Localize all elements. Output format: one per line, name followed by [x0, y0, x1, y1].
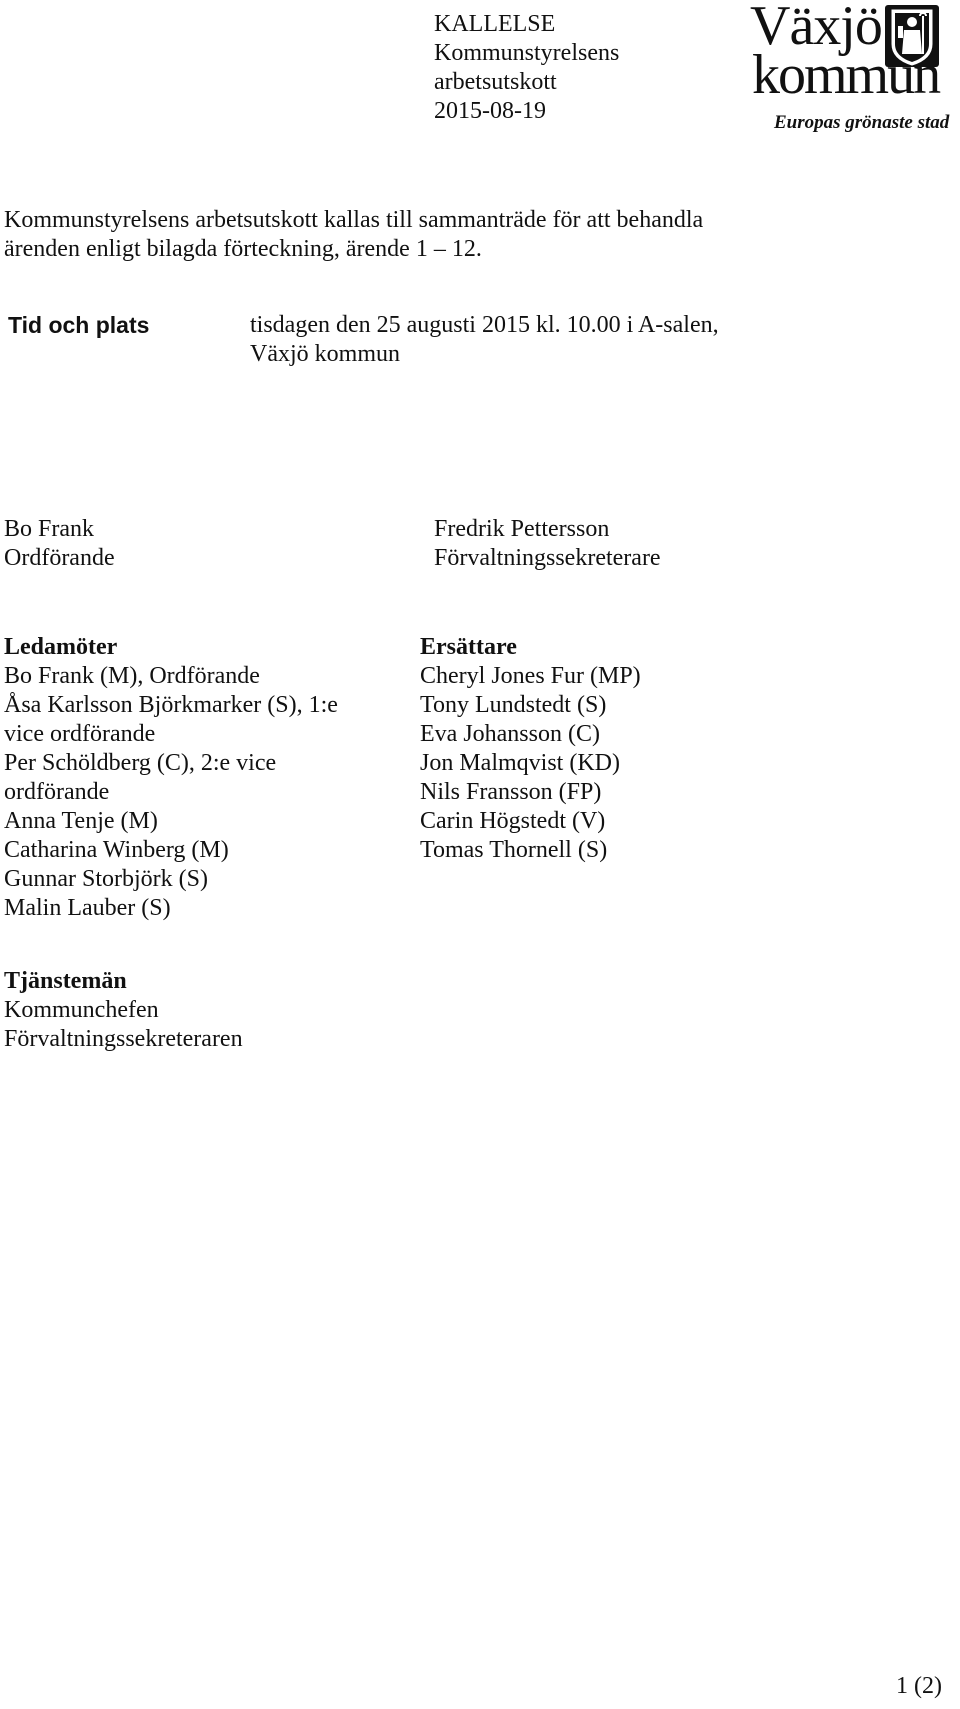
member-line: Malin Lauber (S) [4, 895, 171, 921]
member-line: vice ordförande [4, 721, 156, 747]
substitute-line: Cheryl Jones Fur (MP) [420, 663, 641, 689]
document-date: 2015-08-19 [434, 98, 546, 124]
secretary-name: Fredrik Pettersson [434, 516, 610, 542]
member-line: Åsa Karlsson Björkmarker (S), 1:e [4, 692, 338, 718]
vaxjo-kommun-logo [748, 2, 960, 132]
document-header [434, 10, 619, 126]
official-line: Förvaltningssekreteraren [4, 1026, 243, 1052]
organization-line-2: arbetsutskott [434, 69, 557, 95]
organization-line-1: Kommunstyrelsens [434, 40, 620, 66]
member-line: Anna Tenje (M) [4, 808, 158, 834]
time-place-line: tisdagen den 25 augusti 2015 kl. 10.00 i A-salen, [250, 312, 719, 338]
members-list [4, 633, 338, 923]
member-line: Per Schöldberg (C), 2:e vice [4, 750, 277, 776]
substitute-line: Tony Lundstedt (S) [420, 692, 607, 718]
time-place-label: Tid och plats [8, 312, 150, 338]
officials-heading: Tjänstemän [4, 968, 127, 994]
logo-word-kommun: kommun [752, 44, 940, 106]
intro-line: Kommunstyrelsens arbetsutskott kallas till sammanträde för att behandla [4, 207, 704, 233]
time-place-value [250, 311, 719, 369]
secretary-role: Förvaltningssekreterare [434, 545, 661, 571]
chair-role: Ordförande [4, 545, 115, 571]
official-line: Kommunchefen [4, 997, 159, 1023]
intro-paragraph [4, 206, 703, 264]
document-type: KALLELSE [434, 11, 556, 37]
substitute-line: Eva Johansson (C) [420, 721, 600, 747]
chair-signature [4, 515, 115, 573]
substitute-line: Nils Fransson (FP) [420, 779, 602, 805]
intro-line: ärenden enligt bilagda förteckning, ärende 1 – 12. [4, 236, 482, 262]
substitute-line: Jon Malmqvist (KD) [420, 750, 620, 776]
officials-list [4, 967, 243, 1054]
substitute-line: Carin Högstedt (V) [420, 808, 606, 834]
substitute-line: Tomas Thornell (S) [420, 837, 608, 863]
member-line: Catharina Winberg (M) [4, 837, 229, 863]
logo-tagline: Europas grönaste stad [774, 112, 950, 133]
member-line: ordförande [4, 779, 110, 805]
member-line: Gunnar Storbjörk (S) [4, 866, 208, 892]
chair-name: Bo Frank [4, 516, 94, 542]
page-number: 1 (2) [896, 1673, 942, 1699]
members-heading: Ledamöter [4, 634, 118, 660]
substitutes-heading: Ersättare [420, 634, 517, 660]
secretary-signature [434, 515, 661, 573]
logo-word-vaxjo: Växjö [750, 0, 882, 57]
substitutes-list [420, 633, 641, 865]
time-place-line: Växjö kommun [250, 341, 400, 367]
member-line: Bo Frank (M), Ordförande [4, 663, 260, 689]
